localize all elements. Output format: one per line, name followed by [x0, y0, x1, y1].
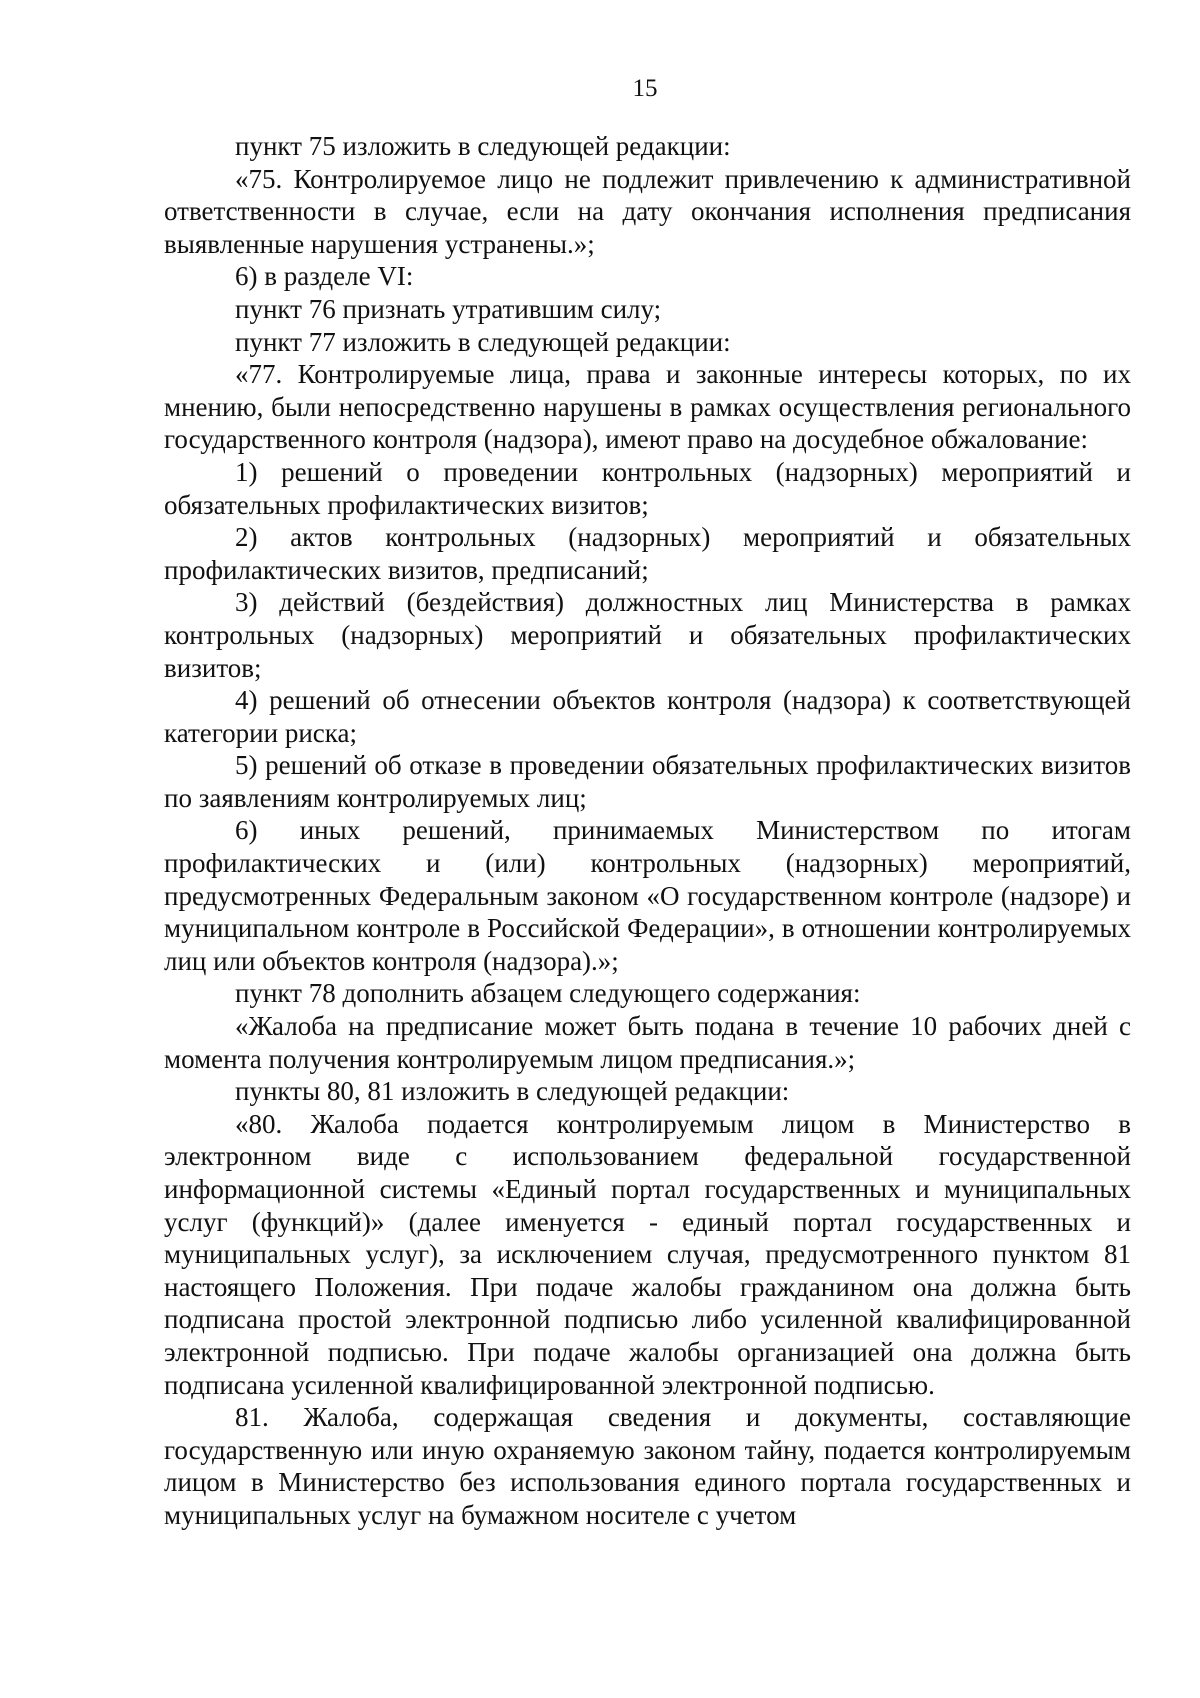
paragraph: 2) актов контрольных (надзорных) мероприятий и обязательных профилактических визитов, предписаний; — [164, 522, 1131, 585]
paragraph: «80. Жалоба подается контролируемым лицом в Министерство в электронном виде с использованием федеральной государственной информационной системы «Единый портал государственных и муниципальных услуг (функций)» (далее именуется - единый портал государственных и муниципальных услуг), за исключением случая, предусмотренного пунктом 81 настоящего Положения. При подаче жалобы гражданином она должна быть подписана простой электронной подписью либо усиленной квалифицированной электронной подписью. При подаче жалобы организацией она должна быть подписана усиленной квалифицированной электронной подписью. — [164, 1108, 1131, 1400]
paragraph: 5) решений об отказе в проведении обязательных профилактических визитов по заявлениям контролируемых лиц; — [164, 750, 1131, 813]
paragraph: 4) решений об отнесении объектов контроля (надзора) к соответствующей категории риска; — [164, 685, 1131, 748]
paragraph: пункт 77 изложить в следующей редакции: — [235, 326, 731, 357]
paragraph: пункт 76 признать утратившим силу; — [235, 293, 662, 324]
paragraph: «Жалоба на предписание может быть подана в течение 10 рабочих дней с момента получения контролируемым лицом предписания.»; — [164, 1011, 1131, 1074]
paragraph: 81. Жалоба, содержащая сведения и документы, составляющие государственную или иную охраняемую законом тайну, подается контролируемым лицом в Министерство без использования единого портала государственных и муниципальных услуг на бумажном носителе с учетом — [164, 1402, 1131, 1530]
paragraph: «75. Контролируемое лицо не подлежит привлечению к административной ответственности в случае, если на дату окончания исполнения предписания выявленные нарушения устранены.»; — [164, 163, 1131, 259]
paragraph: 6) в разделе VI: — [235, 261, 414, 292]
paragraph: 6) иных решений, принимаемых Министерством по итогам профилактических и (или) контрольных (надзорных) мероприятий, предусмотренных Федеральным законом «О государственном контроле (надзоре) и муниципальном контроле в Российской Федерации», в отношении контролируемых лиц или объектов контроля (надзора).»; — [164, 815, 1131, 976]
paragraph: пункт 78 дополнить абзацем следующего содержания: — [235, 978, 861, 1009]
paragraph: пункт 75 изложить в следующей редакции: — [235, 131, 731, 161]
page-number: 15 — [632, 75, 658, 102]
paragraph: пункты 80, 81 изложить в следующей редакции: — [235, 1076, 790, 1107]
document-body — [164, 130, 1131, 1532]
paragraph: 3) действий (бездействия) должностных лиц Министерства в рамках контрольных (надзорных) мероприятий и обязательных профилактических визитов; — [164, 587, 1131, 683]
paragraph: 1) решений о проведении контрольных (надзорных) мероприятий и обязательных профилактических визитов; — [164, 456, 1131, 520]
paragraph: «77. Контролируемые лица, права и законные интересы которых, по их мнению, были непосредственно нарушены в рамках осуществления регионального государственного контроля (надзора), имеют право на досудебное обжалование: — [164, 359, 1131, 455]
